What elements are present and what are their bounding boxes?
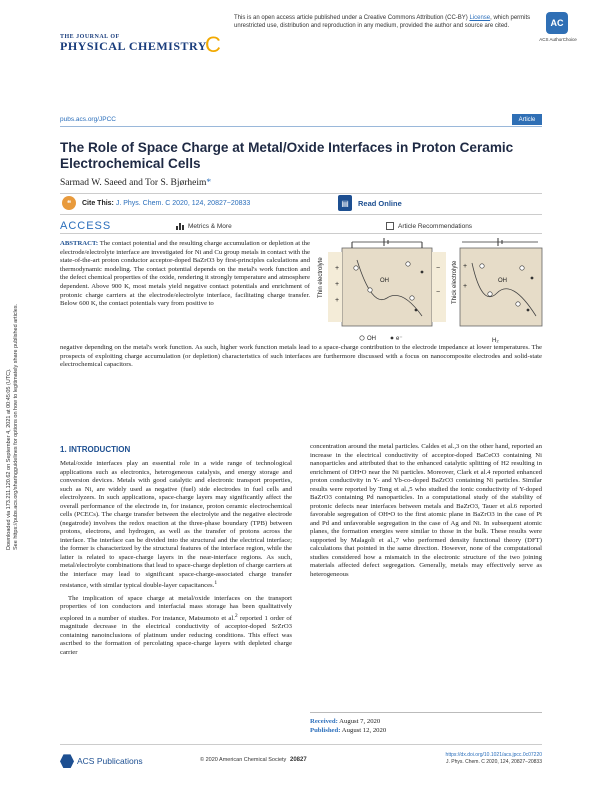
doi-link[interactable]: https://dx.doi.org/10.1021/acs.jpcc.0c07220 <box>445 752 542 758</box>
recommendations-link[interactable]: Article Recommendations <box>398 223 473 230</box>
cite-icon[interactable]: ❝ <box>62 196 76 210</box>
thick-electrolyte-label: Thick electrolyte <box>452 260 458 304</box>
plus-sign: + <box>463 283 468 290</box>
legend-oh-label: OH <box>367 336 376 342</box>
access-label: ACCESS <box>60 220 112 232</box>
download-note: Downloaded via 173.211.120.62 on September 4, 2021 at 00:45:05 (UTC). See https://pubs.acs.org/sharingguidelines for options on how to legitimately share published articles. <box>6 303 19 550</box>
intro-paragraph-1: Metal/oxide interfaces play an essential role in a wide range of technological applications such as electronics, heterogeneous catalysis, and energy storage and conversion devices. Metals with good catalytic and electronic transport properties, such as Ni, are widely used as negative (fuel) side electrodes in fuel cells and electrolyzers. In such applications, space-charge layers may significantly affect the overall performance of the electrode in, for instance, proton ceramic electrochemical cells (PCECs). The charge transfer between the electrolyte and the negative electrode (negatrode) involves the redox reaction at the three-phase boundary (TPB) between protons, electrons, and hydrogen, as well as the transfer of protons across the interface. The interface can be divided into the structural and the electrical interface; the former is characterized by the structural features of the interface region, while the latter is related to space-charge layers in the near-interface regions. As such, metal/electrolyte combinations that lead to space-charge depletion of charge carriers at the interface may lead to significant space-charge-associated charge transfer resistance, with similar typical double-layer capacitances.$^1$ <box>60 460 292 590</box>
cite-this: Cite This: J. Phys. Chem. C 2020, 124, 20827−20833 <box>82 200 251 207</box>
minus-sign: − <box>436 289 441 296</box>
acs-authorchoice-logo: AC <box>546 12 568 34</box>
right-electrode-thin <box>432 252 446 322</box>
intro-left-column <box>60 460 292 661</box>
acs-hex-icon <box>60 754 74 768</box>
journal-logo: THE JOURNAL OF PHYSICAL CHEMISTRY C <box>60 32 221 57</box>
authorchoice-label: ACS AuthorChoice <box>539 37 577 42</box>
plus-sign: + <box>335 281 340 288</box>
plus-sign: + <box>335 297 340 304</box>
journal-url-link[interactable]: pubs.acs.org/JPCC <box>60 116 116 123</box>
license-link[interactable]: License <box>469 15 491 21</box>
thin-electrolyte-box <box>342 248 432 326</box>
h2-label: H₂ <box>492 338 499 344</box>
copyright: © 2020 American Chemical Society <box>200 757 287 763</box>
bar-chart-icon[interactable] <box>176 222 184 230</box>
doi-block: https://dx.doi.org/10.1021/acs.jpcc.0c07220 J. Phys. Chem. C 2020, 124, 20827−20833 <box>420 752 542 766</box>
open-access-notice: This is an open access article published under a Creative Commons Attribution (CC-BY) License, which permits unrestricted use, distribution and reproduction in any medium, provided the author and source are cited. <box>234 15 531 29</box>
oh-center-label-right: OH <box>498 278 507 284</box>
intro-paragraph-2: The implication of space charge at metal/oxide interfaces on the transport properties of ion conductors and interfacial mass storage has been qualitatively explored in a number of studies. For instance, Matsumoto et al.$^2$ reported 1 order of magnitude decrease in the electrical conductivity of acceptor-doped SrZrO3 containing nanoinclusions of platinum under reducing conditions. This effect was ascribed to the formation of percolating space-charge layers with depleted charge carrier <box>60 594 292 656</box>
article-title: The Role of Space Charge at Metal/Oxide Interfaces in Proton Ceramic Electrochemical Cells <box>60 140 514 171</box>
thin-electrolyte-label: Thin electrolyte <box>318 257 324 298</box>
read-online-link[interactable]: Read Online <box>358 199 402 208</box>
intro-right-column: concentration around the metal particles. Caldes et al.,3 on the other hand, reported an increase in the electrical conductivity of acceptor-doped BaCeO3 containing Ni nanoparticles and attributed that to the enhanced catalytic splitting of H2 resulting in enrichment of OH•O near the Ni particles. Moreover, Clark et al.4 reported enhanced proton conductivity in Y- and Yb-co-doped BaZrO3 containing Ni particles. Similar results were reported by Tong et al.,5 who studied the ionic conductivity of Y-doped BaZrO3 containing Pd nanoparticles. In a computational study of the stability of protonic defects near interfaces between metals and BaZrO3, Tauer et al.6 reported favorable segregation of OH•O to the first atomic plane in BaZrO3 in the case of Pt and Pd and unfavorable segregation in the case of Ag and Ni. In subsequent atomic planes, the formation energies were similar to those in the bulk. These results were supported by Malagoli et al.,7 who performed density functional theory (DFT) calculations that pointed in the same direction. However, none of the computational studies considered how a mismatch in the electronic structure of the two joining materials affected defect segregation. Generally, metals may effectively serve as heterogeneous <box>310 443 542 578</box>
introduction-heading: 1. INTRODUCTION <box>60 445 131 454</box>
page-number: 20827 <box>290 757 307 763</box>
publication-dates: Received: August 7, 2020 Published: August 12, 2020 <box>310 712 542 735</box>
document-icon[interactable] <box>386 222 394 230</box>
plus-sign: + <box>463 263 468 270</box>
minus-sign: − <box>436 265 441 272</box>
oh-center-label-left: OH <box>380 278 389 284</box>
legend-e-marker <box>391 337 394 340</box>
abstract-label: ABSTRACT: <box>60 240 99 247</box>
abstract-narrow: ABSTRACT: The contact potential and the resulting charge accumulation or depletion at the electrode/electrolyte interface are investigated for Ni and Cu group metals in contact with the state-of-the-art proton conductor acceptor-doped BaZrO3 by first-principles calculations and thermodynamic modeling. The contact potential depends on the metal's work function and the defect chemical properties of the oxide, rendering it strongly temperature and atmosphere dependent. Above 900 K, most metals yield negative contact potentials and enrichment of protonic charge carriers at the electrode/electrolyte interface, facilitating charge transfer. Below 600 K, the contact potentials vary from positive to <box>60 240 310 308</box>
corresponding-author-mark[interactable]: * <box>206 178 212 188</box>
header-divider <box>60 126 542 127</box>
thick-electrolyte-box <box>460 248 542 326</box>
article-authors: Sarmad W. Saeed and Tor S. Bjørheim* <box>60 178 212 188</box>
toc-graphic <box>312 238 544 348</box>
read-online-icon[interactable]: ▤ <box>338 195 352 211</box>
cite-reference-link[interactable]: J. Phys. Chem. C 2020, 124, 20827−20833 <box>115 200 251 207</box>
acs-publications-logo[interactable]: ACS Publications <box>60 752 143 770</box>
plus-sign: + <box>335 265 340 272</box>
article-type-badge: Article <box>512 114 542 125</box>
metrics-link[interactable]: Metrics & More <box>188 223 232 230</box>
footer-divider <box>60 744 542 745</box>
legend-e-label: e⁻ <box>396 336 403 342</box>
abstract-wide: negative depending on the metal's work function. As such, higher work function metals lead to a space-charge contribution to the electrode impedance at lower temperatures. The prospects of exploiting charge accumulation (or depletion) characteristics of such interfaces are furthermore discussed with a focus on nanocomposite electrodes and solid-state electrochemical capacitors. <box>60 344 542 369</box>
legend-oh-marker <box>360 336 364 340</box>
